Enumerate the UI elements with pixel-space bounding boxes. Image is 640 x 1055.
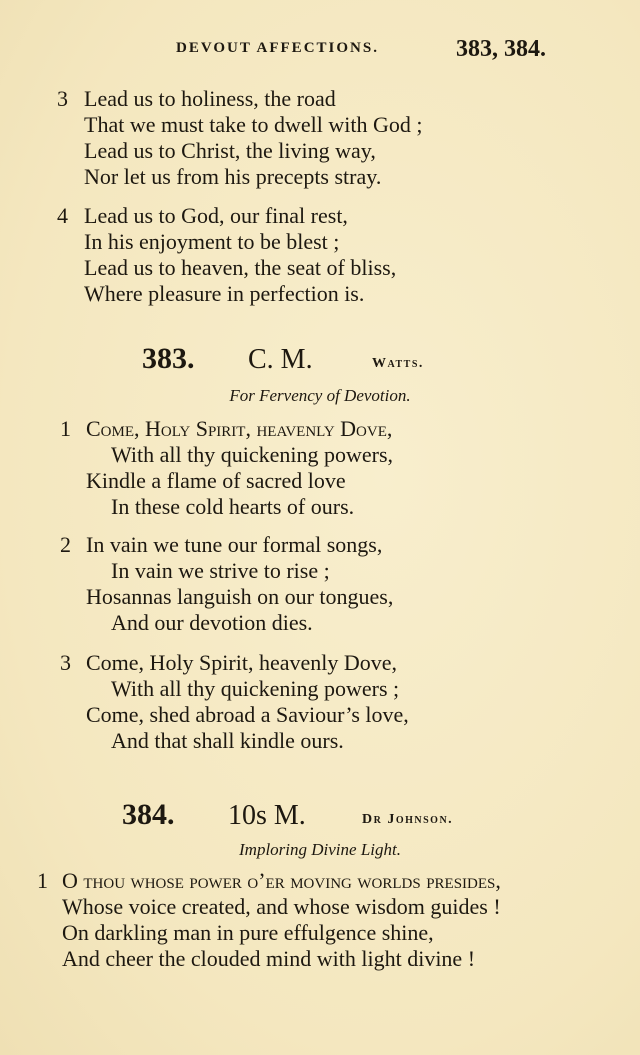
verse-line: On darkling man in pure effulgence shine, [62, 920, 434, 945]
verse [0, 650, 640, 754]
hymn-author: Dr Johnson. [362, 812, 454, 827]
verse-line: 4 Lead us to God, our final rest, [57, 203, 348, 228]
verse-number: 1 [60, 416, 71, 441]
verse-line: Where pleasure in perfection is. [84, 281, 365, 306]
verse [0, 416, 640, 520]
verse-line: 3 Lead us to holiness, the road [57, 86, 336, 111]
verse-number: 1 [37, 868, 48, 893]
verse-line: 2 In vain we tune our formal songs, [60, 532, 383, 557]
verse-number: 4 [57, 203, 68, 228]
hymn-subtitle: For Fervency of Devotion. [229, 386, 411, 405]
verse-line: In his enjoyment to be blest ; [84, 229, 340, 254]
verse-line: With all thy quickening powers ; [111, 676, 400, 701]
verse-line: 1 O thou whose power o’er moving worlds presides, [37, 868, 501, 893]
verse [0, 532, 640, 636]
hymn-subtitle: Imploring Divine Light. [239, 840, 401, 859]
verse [0, 203, 640, 307]
verse-line: Lead us to heaven, the seat of bliss, [84, 255, 397, 280]
verse-line: 3 Come, Holy Spirit, heavenly Dove, [60, 650, 398, 675]
verse-line: In these cold hearts of ours. [111, 494, 355, 519]
hymn-author: Watts. [372, 356, 424, 371]
hymn-meter: C. M. [248, 344, 313, 375]
page-numbers: 383, 384. [456, 36, 546, 62]
verse-line: And that shall kindle ours. [111, 728, 344, 753]
verse-line: That we must take to dwell with God ; [84, 112, 423, 137]
hymn-number: 383. [142, 342, 195, 375]
verse-line: And our devotion dies. [111, 610, 313, 635]
verse-line: Come, shed abroad a Saviour’s love, [86, 702, 409, 727]
verse-line: Nor let us from his precepts stray. [84, 164, 382, 189]
verse-line: In vain we strive to rise ; [111, 558, 330, 583]
hymn-heading [0, 342, 640, 382]
verse-line: Whose voice created, and whose wisdom guides ! [62, 894, 501, 919]
verse-line: 1 Come, Holy Spirit, heavenly Dove, [60, 416, 393, 441]
verse-number: 3 [57, 86, 68, 111]
verse-number: 3 [60, 650, 71, 675]
verse-line: Kindle a flame of sacred love [86, 468, 346, 493]
verse [0, 868, 640, 972]
verse [0, 86, 640, 190]
verse-line: Hosannas languish on our tongues, [86, 584, 394, 609]
hymn-meter: 10s M. [228, 800, 306, 831]
running-title: DEVOUT AFFECTIONS. [176, 40, 379, 56]
verse-line: With all thy quickening powers, [111, 442, 394, 467]
hymn-heading [0, 798, 640, 838]
verse-number: 2 [60, 532, 71, 557]
hymn-number: 384. [122, 798, 175, 831]
running-head [0, 36, 640, 66]
verse-line: Lead us to Christ, the living way, [84, 138, 376, 163]
verse-line: And cheer the clouded mind with light divine ! [62, 946, 476, 971]
